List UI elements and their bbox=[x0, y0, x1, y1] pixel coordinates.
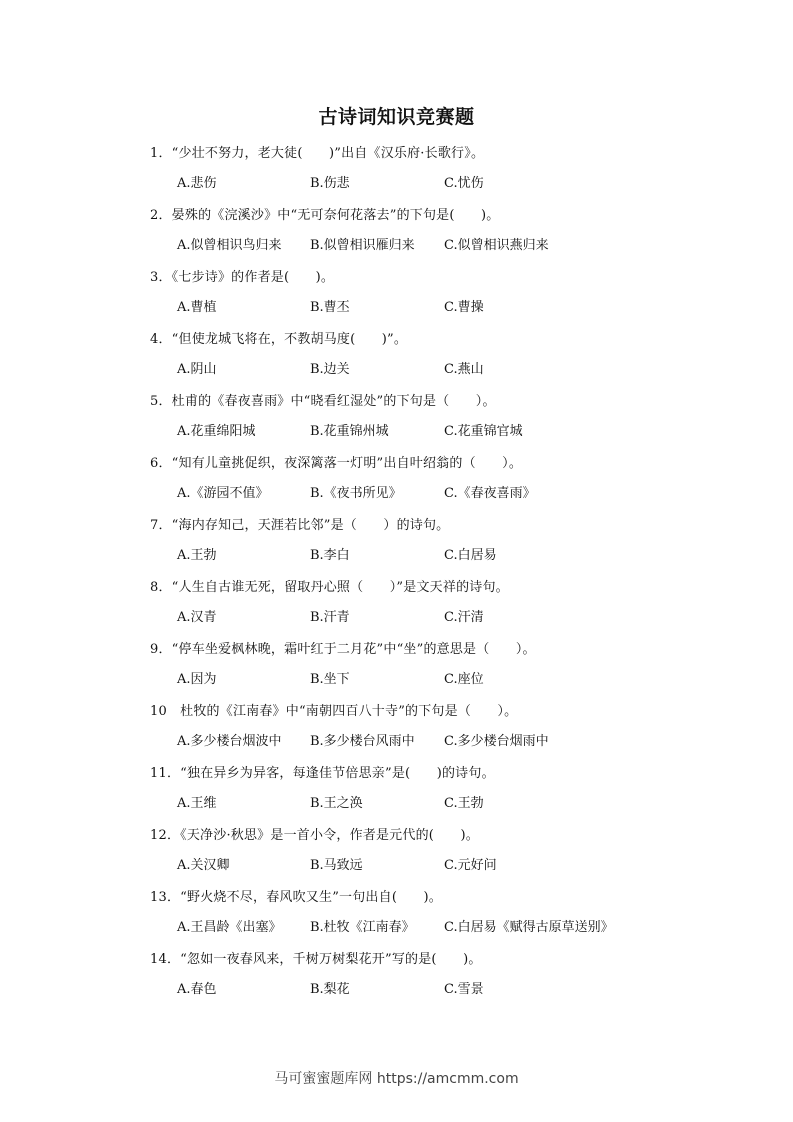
question-text: 10 杜牧的《江南春》中“南朝四百八十寺”的下句是（ ）。 bbox=[150, 704, 518, 719]
option-a: A.悲伤 bbox=[177, 176, 217, 191]
question-options bbox=[150, 979, 670, 1010]
question-item bbox=[150, 824, 670, 886]
question-list bbox=[150, 142, 670, 1010]
option-a: A.《游园不值》 bbox=[177, 486, 269, 501]
question-item bbox=[150, 328, 670, 390]
option-c: C.忧伤 bbox=[444, 176, 484, 191]
option-b: B.《夜书所见》 bbox=[310, 486, 402, 501]
question-item bbox=[150, 452, 670, 514]
option-a: A.花重绵阳城 bbox=[177, 424, 256, 439]
question-text: 11．“独在异乡为异客，每逢佳节倍思亲”是( )的诗句。 bbox=[150, 766, 495, 781]
page-title: 古诗词知识竞赛题 bbox=[318, 106, 475, 128]
option-b: B.杜牧《江南春》 bbox=[310, 920, 415, 935]
question-options bbox=[150, 421, 670, 452]
option-b: B.王之涣 bbox=[310, 796, 363, 811]
question-options bbox=[150, 483, 670, 514]
option-c: C.座位 bbox=[444, 672, 484, 687]
question-options bbox=[150, 545, 670, 576]
option-c: C.燕山 bbox=[444, 362, 484, 377]
question-text: 12．《天净沙·秋思》是一首小令，作者是元代的( )。 bbox=[150, 828, 479, 843]
question-item bbox=[150, 514, 670, 576]
option-c: C.似曾相识燕归来 bbox=[444, 238, 549, 253]
question-text: 14．“忽如一夜春风来，千树万树梨花开”写的是( )。 bbox=[150, 952, 482, 967]
option-a: A.春色 bbox=[177, 982, 217, 997]
option-a: A.王维 bbox=[177, 796, 217, 811]
option-b: B.边关 bbox=[310, 362, 350, 377]
footer-watermark: 马可蜜蜜题库网 https://amcmm.com bbox=[274, 1071, 519, 1087]
option-b: B.似曾相识雁归来 bbox=[310, 238, 415, 253]
option-c: C.《春夜喜雨》 bbox=[444, 486, 536, 501]
question-item bbox=[150, 142, 670, 204]
question-item bbox=[150, 638, 670, 700]
question-options bbox=[150, 855, 670, 886]
question-options bbox=[150, 607, 670, 638]
option-b: B.曹丕 bbox=[310, 300, 350, 315]
option-b: B.多少楼台风雨中 bbox=[310, 734, 415, 749]
question-options bbox=[150, 297, 670, 328]
option-a: A.曹植 bbox=[177, 300, 217, 315]
question-text: 4．“但使龙城飞将在，不教胡马度( )”。 bbox=[150, 332, 408, 347]
option-a: A.汉青 bbox=[177, 610, 217, 625]
option-c: C.雪景 bbox=[444, 982, 484, 997]
question-item bbox=[150, 886, 670, 948]
question-item bbox=[150, 762, 670, 824]
question-item bbox=[150, 266, 670, 328]
question-text: 7．“海内存知己，天涯若比邻”是（ ）的诗句。 bbox=[150, 518, 450, 533]
question-text: 9．“停车坐爱枫林晚，霜叶红于二月花”中“坐”的意思是（ ）。 bbox=[150, 642, 536, 657]
option-b: B.梨花 bbox=[310, 982, 350, 997]
option-b: B.花重锦州城 bbox=[310, 424, 389, 439]
question-text: 2．晏殊的《浣溪沙》中“无可奈何花落去”的下句是( )。 bbox=[150, 208, 500, 223]
question-text: 1．“少壮不努力，老大徒( )”出自《汉乐府·长歌行》。 bbox=[150, 146, 485, 161]
question-item bbox=[150, 948, 670, 1010]
question-item bbox=[150, 204, 670, 266]
option-c: C.白居易 bbox=[444, 548, 497, 563]
option-b: B.马致远 bbox=[310, 858, 363, 873]
question-options bbox=[150, 173, 670, 204]
option-c: C.王勃 bbox=[444, 796, 484, 811]
question-text: 6．“知有儿童挑促织，夜深篱落一灯明”出自叶绍翁的（ ）。 bbox=[150, 456, 523, 471]
question-text: 3．《七步诗》的作者是( )。 bbox=[150, 270, 335, 285]
option-c: C.花重锦官城 bbox=[444, 424, 523, 439]
question-options bbox=[150, 235, 670, 266]
question-item bbox=[150, 576, 670, 638]
question-options bbox=[150, 359, 670, 390]
question-options bbox=[150, 669, 670, 700]
question-options bbox=[150, 731, 670, 762]
option-c: C.元好问 bbox=[444, 858, 497, 873]
option-a: A.阴山 bbox=[177, 362, 217, 377]
option-b: B.汗青 bbox=[310, 610, 350, 625]
option-c: C.曹操 bbox=[444, 300, 484, 315]
question-item bbox=[150, 390, 670, 452]
question-options bbox=[150, 793, 670, 824]
option-a: A.关汉卿 bbox=[177, 858, 230, 873]
option-b: B.伤悲 bbox=[310, 176, 350, 191]
option-c: C.汗清 bbox=[444, 610, 484, 625]
option-b: B.坐下 bbox=[310, 672, 350, 687]
option-c: C.白居易《赋得古原草送别》 bbox=[444, 920, 614, 935]
option-c: C.多少楼台烟雨中 bbox=[444, 734, 549, 749]
option-b: B.李白 bbox=[310, 548, 350, 563]
question-options bbox=[150, 917, 670, 948]
option-a: A.似曾相识鸟归来 bbox=[177, 238, 282, 253]
option-a: A.因为 bbox=[177, 672, 217, 687]
question-text: 8．“人生自古谁无死，留取丹心照（ ）”是文天祥的诗句。 bbox=[150, 580, 509, 595]
option-a: A.王勃 bbox=[177, 548, 217, 563]
option-a: A.王昌龄《出塞》 bbox=[177, 920, 282, 935]
question-text: 5．杜甫的《春夜喜雨》中“晓看红湿处”的下句是（ ）。 bbox=[150, 394, 496, 409]
option-a: A.多少楼台烟波中 bbox=[177, 734, 282, 749]
question-item bbox=[150, 700, 670, 762]
question-text: 13．“野火烧不尽，春风吹又生”一句出自( )。 bbox=[150, 890, 442, 905]
